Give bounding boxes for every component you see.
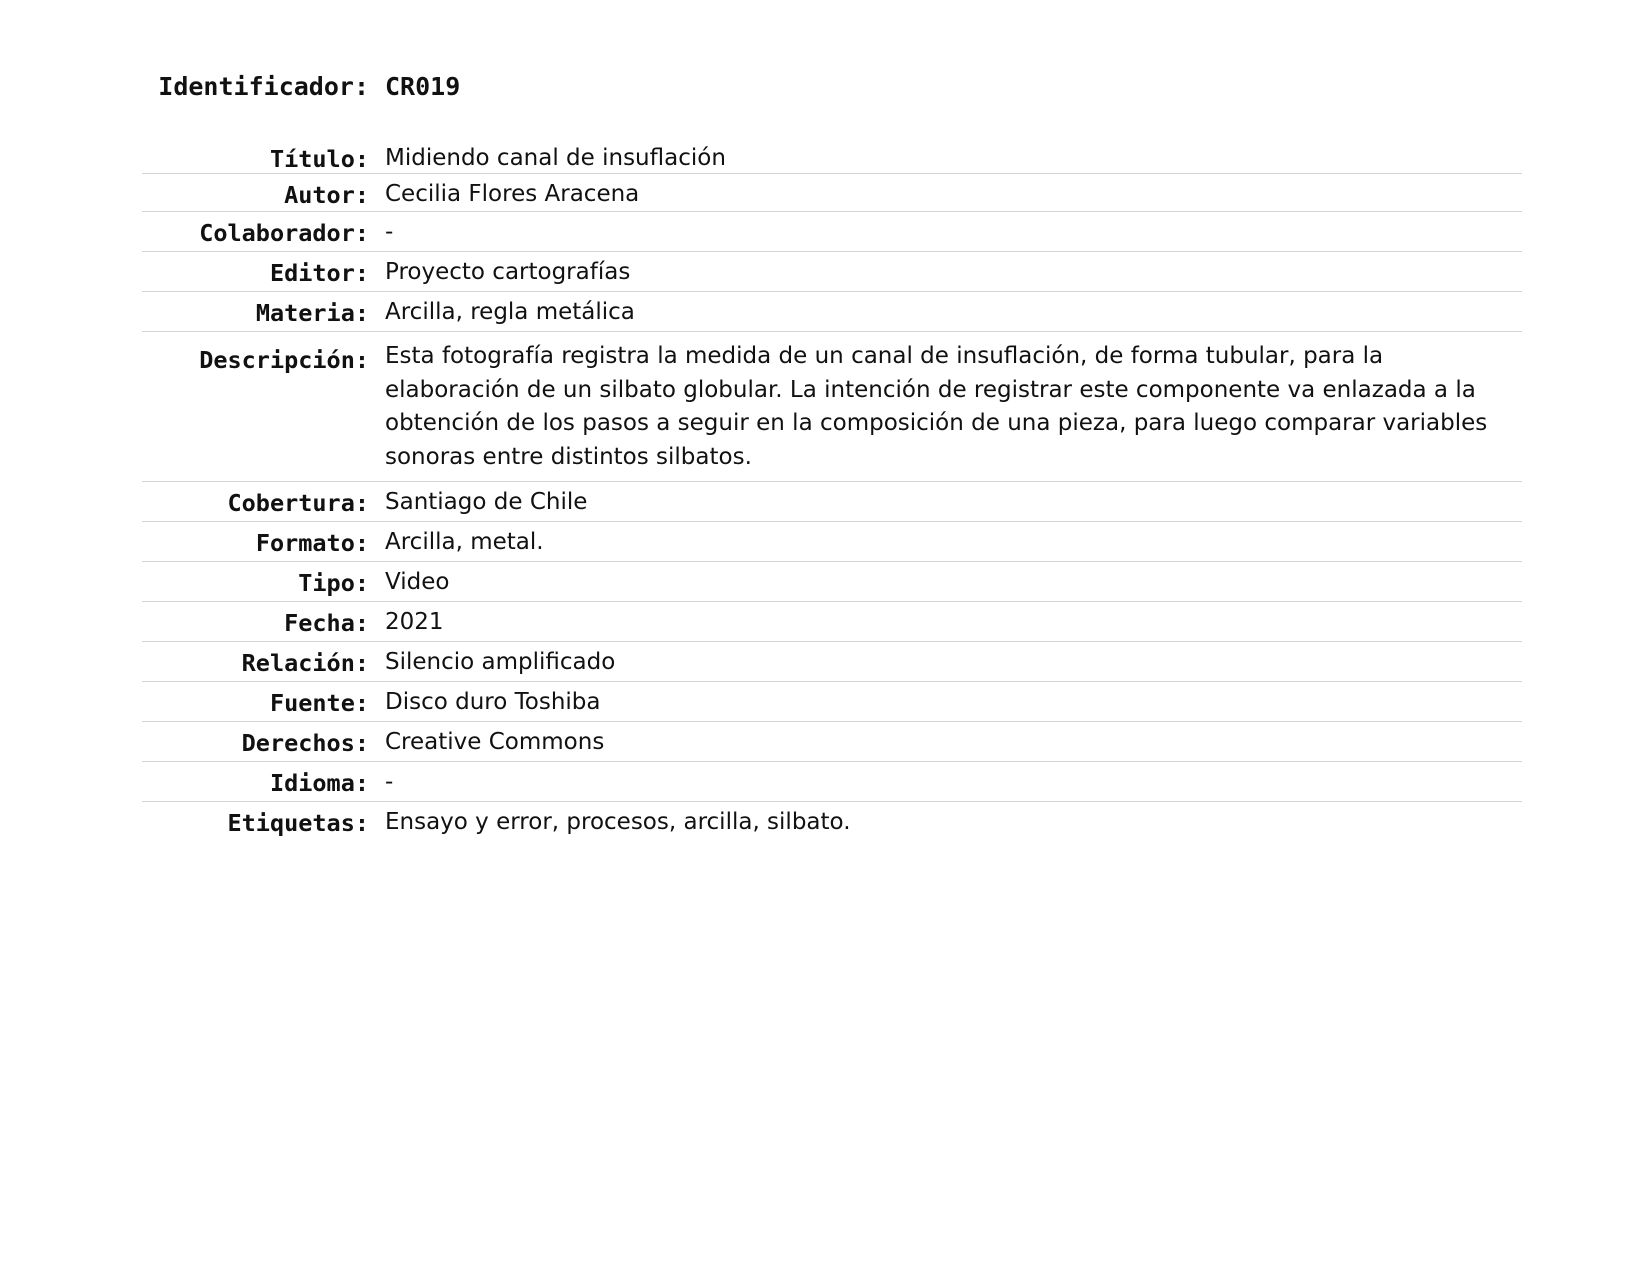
field-row-cobertura bbox=[142, 482, 1522, 522]
field-label: Fuente: bbox=[269, 689, 369, 717]
field-label: Idioma: bbox=[269, 769, 369, 797]
field-value: Creative Commons bbox=[385, 729, 605, 755]
field-label: Autor: bbox=[284, 181, 369, 209]
field-row-idioma bbox=[142, 762, 1522, 802]
field-label: Colaborador: bbox=[199, 219, 369, 247]
field-value: - bbox=[385, 219, 394, 245]
identifier-label: Identificador: bbox=[158, 72, 369, 101]
field-label: Relación: bbox=[241, 649, 369, 677]
field-value: Santiago de Chile bbox=[385, 489, 588, 515]
field-row-colaborador bbox=[142, 212, 1522, 252]
field-row-relacion bbox=[142, 642, 1522, 682]
identifier-row bbox=[142, 72, 1522, 112]
field-value: Proyecto cartografías bbox=[385, 259, 631, 285]
field-label: Materia: bbox=[255, 299, 369, 327]
field-label: Tipo: bbox=[298, 569, 369, 597]
identifier-value: CR019 bbox=[385, 72, 461, 101]
metadata-sheet bbox=[142, 72, 1522, 842]
field-value: 2021 bbox=[385, 609, 444, 635]
field-value: Cecilia Flores Aracena bbox=[385, 181, 640, 207]
field-label: Etiquetas: bbox=[227, 809, 369, 837]
field-label: Título: bbox=[269, 145, 369, 173]
field-value: Video bbox=[385, 569, 450, 595]
field-label: Derechos: bbox=[241, 729, 369, 757]
field-value: Silencio amplificado bbox=[385, 649, 616, 675]
field-row-formato bbox=[142, 522, 1522, 562]
field-row-fuente bbox=[142, 682, 1522, 722]
field-value: Esta fotografía registra la medida de un canal de insuflación, de forma tubular, para la elaboración de un silbato globular. La intención de registrar este componente va enlazada a la obtención de los pasos a seguir en la composición de una pieza, para luego comparar variables sonoras entre distintos silbatos. bbox=[385, 343, 1488, 470]
field-value: Disco duro Toshiba bbox=[385, 689, 601, 715]
field-row-titulo bbox=[142, 138, 1522, 174]
field-label: Formato: bbox=[255, 529, 369, 557]
field-label: Fecha: bbox=[284, 609, 369, 637]
field-row-materia bbox=[142, 292, 1522, 332]
field-value: Ensayo y error, procesos, arcilla, silbato. bbox=[385, 809, 851, 835]
field-row-autor bbox=[142, 174, 1522, 212]
field-row-derechos bbox=[142, 722, 1522, 762]
field-label: Cobertura: bbox=[227, 489, 369, 517]
field-value: Arcilla, regla metálica bbox=[385, 299, 635, 325]
field-value: Midiendo canal de insuflación bbox=[385, 145, 726, 171]
field-row-etiquetas bbox=[142, 802, 1522, 842]
field-value: Arcilla, metal. bbox=[385, 529, 544, 555]
field-value: - bbox=[385, 769, 394, 795]
field-row-editor bbox=[142, 252, 1522, 292]
field-label: Editor: bbox=[269, 259, 369, 287]
field-row-tipo bbox=[142, 562, 1522, 602]
field-label: Descripción: bbox=[199, 346, 369, 374]
field-row-fecha bbox=[142, 602, 1522, 642]
field-row-descripcion bbox=[142, 332, 1522, 482]
